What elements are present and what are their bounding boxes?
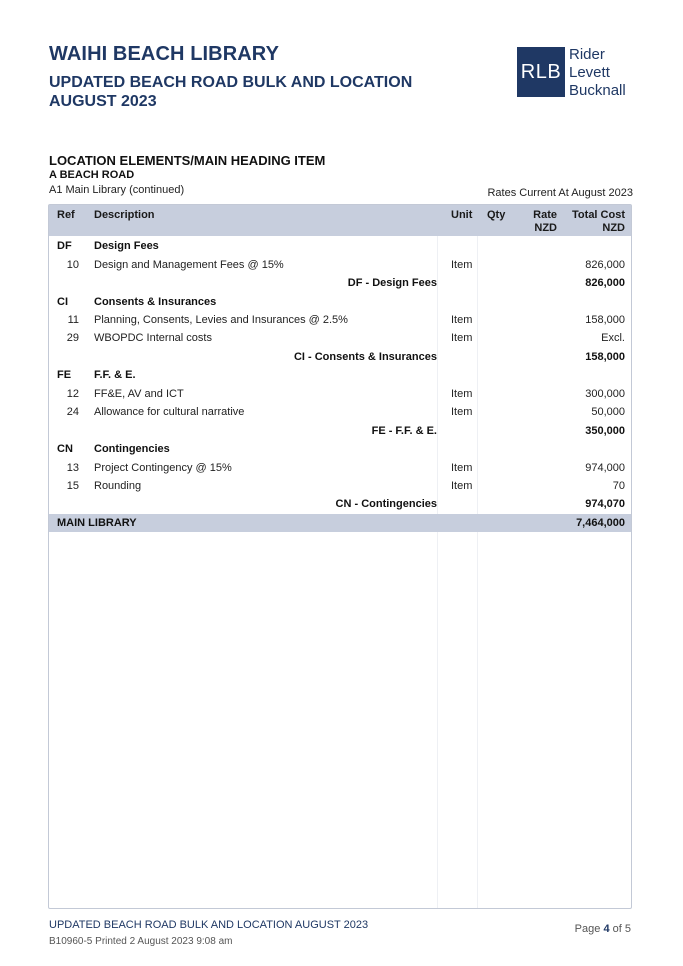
group-name: F.F. & E. bbox=[94, 369, 136, 381]
group-heading-row bbox=[49, 366, 631, 384]
subtotal-row bbox=[49, 495, 631, 513]
subtotal-row bbox=[49, 348, 631, 366]
item-ref: 24 bbox=[66, 406, 79, 418]
subtotal-label: DF - Design Fees bbox=[347, 277, 437, 289]
logo-abbr: RLB bbox=[517, 47, 565, 97]
item-description: Design and Management Fees @ 15% bbox=[94, 259, 284, 271]
page-total: 5 bbox=[624, 923, 631, 935]
grand-total-label: MAIN LIBRARY bbox=[57, 517, 137, 529]
group-heading-row bbox=[49, 237, 631, 255]
item-description: Project Contingency @ 15% bbox=[94, 462, 232, 474]
logo-word-levett: Levett bbox=[569, 64, 610, 81]
subtotal-row bbox=[49, 422, 631, 440]
column-header-rate bbox=[533, 209, 557, 235]
subtotal-value: 974,070 bbox=[585, 498, 625, 510]
group-heading-row bbox=[49, 293, 631, 311]
group-code: CN bbox=[57, 443, 73, 455]
item-total: 50,000 bbox=[591, 406, 625, 418]
table-row bbox=[49, 311, 631, 329]
column-header-qty: Qty bbox=[487, 209, 506, 221]
group-name: Consents & Insurances bbox=[94, 296, 217, 308]
item-total: 826,000 bbox=[585, 259, 625, 271]
report-subtitle-line1: UPDATED BEACH ROAD BULK AND LOCATION bbox=[49, 74, 413, 91]
grand-total-value: 7,464,000 bbox=[576, 517, 625, 529]
column-header-ref: Ref bbox=[57, 209, 75, 221]
group-code: CI bbox=[57, 296, 68, 308]
item-ref: 11 bbox=[67, 314, 79, 326]
column-header-rate-line1: Rate bbox=[533, 209, 557, 221]
subsection-heading: A BEACH ROAD bbox=[49, 169, 135, 181]
group-name: Design Fees bbox=[94, 240, 159, 252]
item-total: 974,000 bbox=[585, 462, 625, 474]
item-description: WBOPDC Internal costs bbox=[94, 332, 212, 344]
item-ref: 12 bbox=[66, 388, 79, 400]
item-unit: Item bbox=[451, 480, 473, 492]
item-total: 300,000 bbox=[585, 388, 625, 400]
item-unit: Item bbox=[451, 462, 473, 474]
item-ref: 13 bbox=[66, 462, 79, 474]
item-ref: 10 bbox=[66, 259, 79, 271]
subtotal-label: CI - Consents & Insurances bbox=[293, 351, 437, 363]
item-ref: 29 bbox=[66, 332, 79, 344]
page-indicator bbox=[575, 923, 631, 935]
table-row bbox=[49, 385, 631, 403]
item-unit: Item bbox=[451, 314, 473, 326]
item-unit: Item bbox=[451, 406, 473, 418]
item-total: Excl. bbox=[601, 332, 625, 344]
table-header bbox=[49, 205, 631, 236]
subtotal-value: 826,000 bbox=[585, 277, 625, 289]
item-total: 70 bbox=[612, 480, 625, 492]
column-header-total-line1: Total Cost bbox=[572, 209, 625, 221]
table-row bbox=[49, 256, 631, 274]
table-row bbox=[49, 459, 631, 477]
item-description: Rounding bbox=[94, 480, 142, 492]
grand-total-row bbox=[49, 514, 631, 532]
subtotal-row bbox=[49, 274, 631, 292]
column-header-description: Description bbox=[94, 209, 155, 221]
item-description: FF&E, AV and ICT bbox=[94, 388, 184, 400]
group-code: FE bbox=[57, 369, 72, 381]
column-header-rate-line2: NZD bbox=[534, 222, 557, 234]
section-heading: LOCATION ELEMENTS/MAIN HEADING ITEM bbox=[49, 153, 326, 168]
rlb-logo bbox=[517, 47, 626, 99]
subtotal-value: 158,000 bbox=[585, 351, 625, 363]
table-row bbox=[49, 329, 631, 347]
footer-title: UPDATED BEACH ROAD BULK AND LOCATION AUGUST 2023 bbox=[49, 919, 369, 931]
logo-word-bucknall: Bucknall bbox=[569, 82, 626, 99]
column-header-unit: Unit bbox=[451, 209, 473, 221]
item-description: Planning, Consents, Levies and Insurances @ 2.5% bbox=[94, 314, 348, 326]
table-row bbox=[49, 403, 631, 421]
group-name: Contingencies bbox=[94, 443, 170, 455]
page-current: 4 bbox=[603, 923, 610, 935]
item-total: 158,000 bbox=[585, 314, 625, 326]
table-row bbox=[49, 477, 631, 495]
subtotal-label: FE - F.F. & E. bbox=[371, 425, 437, 437]
subtotal-value: 350,000 bbox=[585, 425, 625, 437]
report-title: WAIHI BEACH LIBRARY bbox=[49, 43, 280, 65]
report-subtitle bbox=[49, 73, 469, 111]
element-caption: A1 Main Library (continued) bbox=[49, 184, 185, 196]
item-unit: Item bbox=[451, 332, 473, 344]
group-code: DF bbox=[57, 240, 72, 252]
item-unit: Item bbox=[451, 388, 473, 400]
page-prefix: Page bbox=[574, 923, 601, 935]
group-heading-row bbox=[49, 440, 631, 458]
logo-wordmark bbox=[569, 47, 626, 99]
item-ref: 15 bbox=[66, 480, 79, 492]
item-description: Allowance for cultural narrative bbox=[94, 406, 245, 418]
logo-word-rider: Rider bbox=[569, 46, 605, 63]
column-header-total-line2: NZD bbox=[602, 222, 625, 234]
subtotal-label: CN - Contingencies bbox=[335, 498, 437, 510]
item-unit: Item bbox=[451, 259, 473, 271]
report-subtitle-line2: AUGUST 2023 bbox=[49, 93, 157, 110]
rates-note: Rates Current At August 2023 bbox=[487, 187, 633, 199]
page-sep: of bbox=[612, 923, 622, 935]
footer-printed-info: B10960-5 Printed 2 August 2023 9:08 am bbox=[49, 936, 233, 947]
column-header-total bbox=[572, 209, 625, 235]
